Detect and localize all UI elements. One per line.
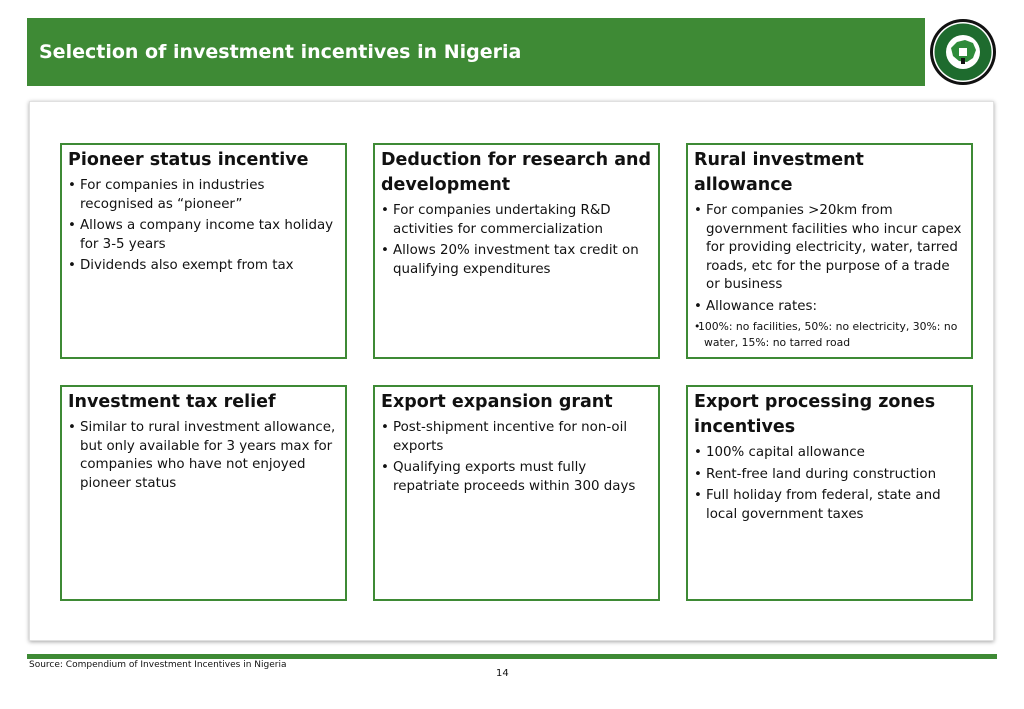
title-banner <box>27 18 925 86</box>
list-item: • For companies in industries recognised as “pioneer” <box>68 177 339 214</box>
footer-divider <box>27 654 997 659</box>
card-title: Deduction for research and development <box>381 150 651 195</box>
list-item: • Full holiday from federal, state and local government taxes <box>694 487 965 524</box>
list-item: • Allows 20% investment tax credit on qualifying expenditures <box>381 242 652 279</box>
list-item: • Allowance rates: <box>694 298 965 317</box>
card-investment-tax-relief <box>60 385 347 601</box>
card-title: Export expansion grant <box>381 392 613 412</box>
card-title: Rural investment allowance <box>694 150 864 195</box>
card-title: Pioneer status incentive <box>68 150 309 170</box>
card-research-deduction <box>373 143 660 359</box>
bullet-list <box>694 202 965 316</box>
card-title: Investment tax relief <box>68 392 276 412</box>
card-title: Export processing zones incentives <box>694 392 936 437</box>
bullet-list <box>68 177 339 276</box>
page-title: Selection of investment incentives in Nigeria <box>39 41 522 63</box>
list-item: • Qualifying exports must fully repatriate proceeds within 300 days <box>381 459 652 496</box>
card-export-processing-zones <box>686 385 973 601</box>
list-item: • For companies undertaking R&D activities for commercialization <box>381 202 652 239</box>
bullet-list <box>381 419 652 496</box>
page-number: 14 <box>496 668 509 679</box>
source-note: Source: Compendium of Investment Incentives in Nigeria <box>29 660 287 670</box>
list-item: • Rent-free land during construction <box>694 466 965 485</box>
list-item: • Post-shipment incentive for non-oil exports <box>381 419 652 456</box>
list-item: • 100% capital allowance <box>694 444 965 463</box>
bullet-list <box>68 419 339 493</box>
card-rural-investment <box>686 143 973 359</box>
list-item: • Similar to rural investment allowance, but only available for 3 years max for companies who have not enjoyed pioneer status <box>68 419 339 493</box>
nipc-logo <box>929 18 997 86</box>
bullet-list <box>381 202 652 279</box>
bullet-list <box>694 444 965 524</box>
card-export-expansion <box>373 385 660 601</box>
list-item: • For companies >20km from government facilities who incur capex for providing electricity, water, tarred roads, etc for the purpose of a trade or business <box>694 202 965 295</box>
allowance-rates-detail: • 100%: no facilities, 50%: no electricity, 30%: no water, 15%: no tarred road <box>694 319 965 351</box>
card-pioneer-status <box>60 143 347 359</box>
list-item: • Allows a company income tax holiday for 3-5 years <box>68 217 339 254</box>
list-item: • Dividends also exempt from tax <box>68 257 339 276</box>
